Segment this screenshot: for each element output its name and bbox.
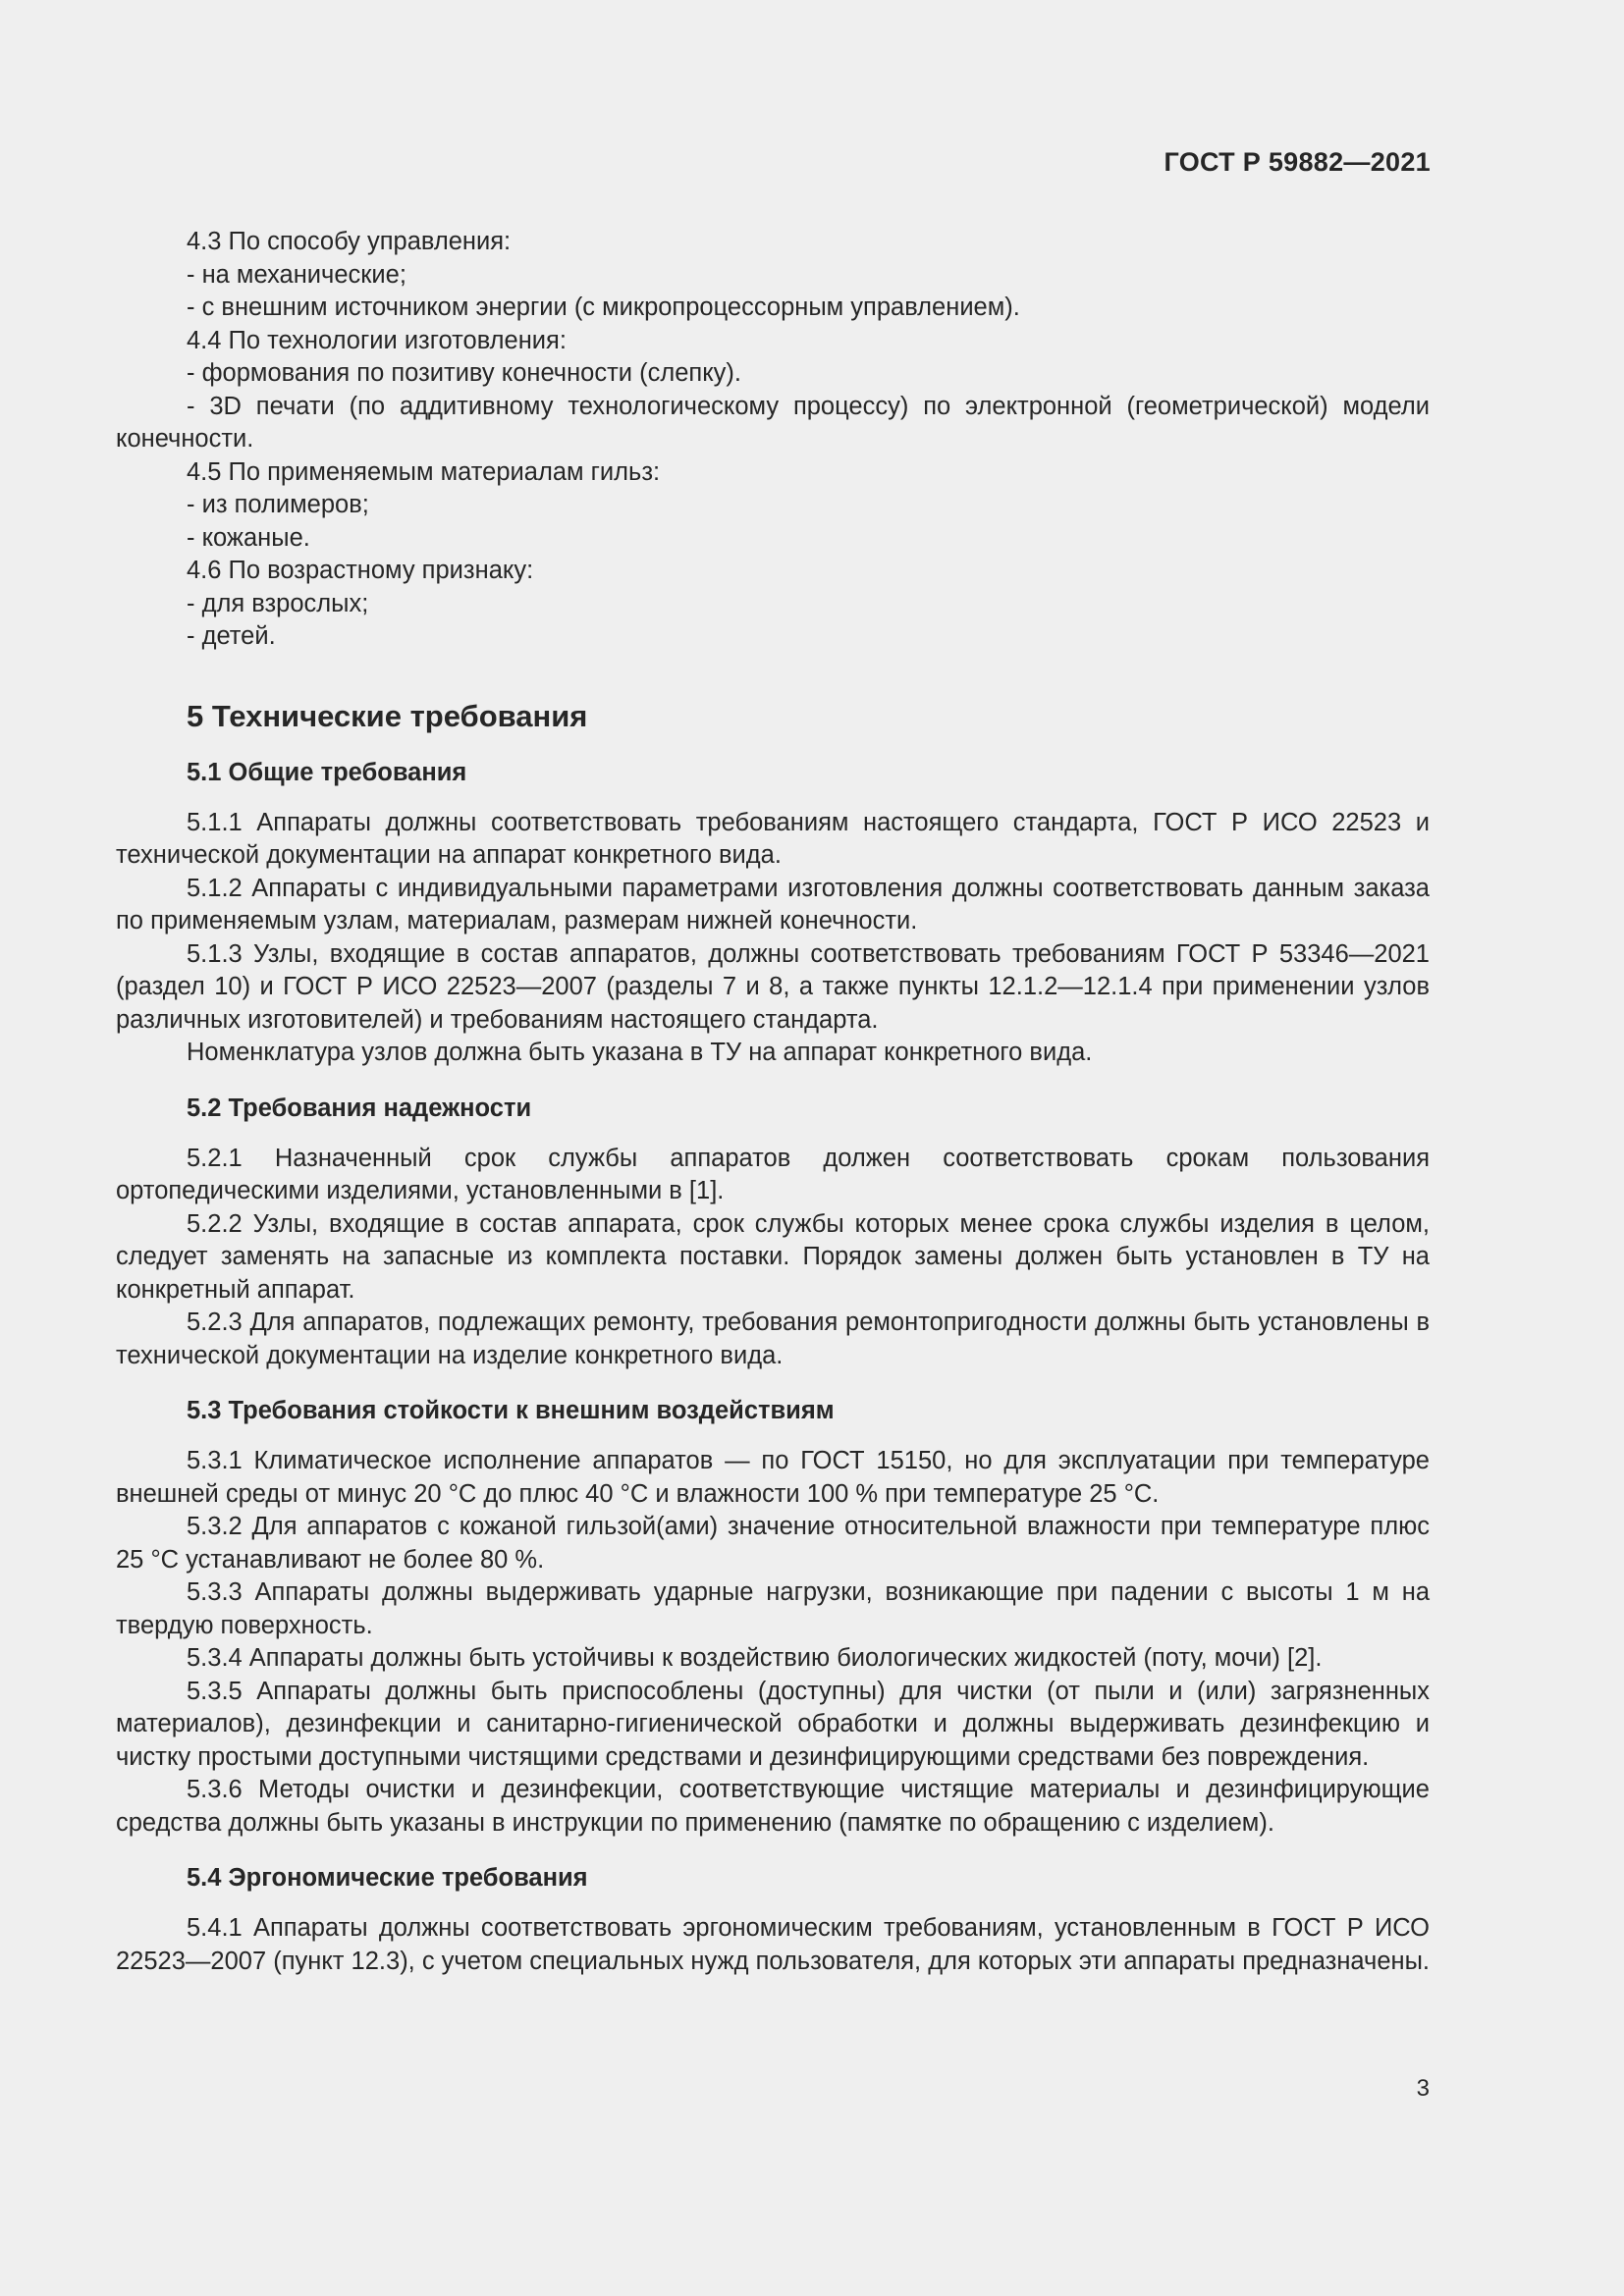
clause-5-1-3-note: Номенклатура узлов должна быть указана в ТУ на аппарат конкретного вида.	[187, 1039, 1093, 1066]
clause-5-3-5: 5.3.5 Аппараты должны быть приспособлены (доступны) для чистки (от пыли и (или) загрязненных материалов), дезинфекции и санитарно-гигиенической обработки и должны выдерживать дезинфекцию и чистку простыми доступными чистящими средствами и дезинфицирующими средствами без повреждения.	[116, 1677, 1430, 1771]
list-item-wrapping: - 3D печати (по аддитивному технологическому процессу) по электронной (геометрической) модели конечности.	[116, 392, 1430, 453]
list-item: - из полимеров;	[187, 491, 369, 518]
clause-5-1-3: 5.1.3 Узлы, входящие в состав аппаратов, должны соответствовать требованиям ГОСТ Р 53346—2021 (раздел 10) и ГОСТ Р ИСО 22523—2007 (разделы 7 и 8, а также пункты 12.1.2—12.1.4 при применении узлов различных изготовителей) и требованиям настоящего стандарта.	[116, 939, 1430, 1034]
clause-4-3: 4.3 По способу управления:	[187, 228, 512, 255]
clause-4-5: 4.5 По применяемым материалам гильз:	[187, 457, 661, 486]
clause-5-1-2: 5.1.2 Аппараты с индивидуальными параметрами изготовления должны соответствовать данным заказа по применяемым узлам, материалам, размерам нижней конечности.	[116, 874, 1430, 934]
list-item: - с внешним источником энергии (с микропроцессорным управлением).	[187, 294, 1020, 321]
clause-5-3-6: 5.3.6 Методы очистки и дезинфекции, соответствующие чистящие материалы и дезинфицирующие средства должны быть указаны в инструкции по применению (памятке по обращению с изделием).	[116, 1776, 1430, 1837]
clause-5-2-3: 5.2.3 Для аппаратов, подлежащих ремонту, требования ремонтопригодности должны быть установлены в технической документации на изделие конкретного вида.	[116, 1308, 1430, 1369]
subsection-5-4-heading: 5.4 Эргономические требования	[187, 1864, 588, 1892]
clause-5-3-4: 5.3.4 Аппараты должны быть устойчивы к воздействию биологических жидкостей (поту, мочи) [2].	[187, 1644, 1323, 1672]
clause-4-6: 4.6 По возрастному признаку:	[187, 557, 534, 584]
subsection-5-2-heading: 5.2 Требования надежности	[187, 1094, 532, 1122]
clause-5-4-1: 5.4.1 Аппараты должны соответствовать эргономическим требованиям, установленным в ГОСТ Р ИСО 22523—2007 (пункт 12.3), с учетом специальных нужд пользователя, для которых эти аппараты предназначены.	[116, 1914, 1431, 1975]
subsection-5-1-heading: 5.1 Общие требования	[187, 758, 467, 786]
clause-5-3-1: 5.3.1 Климатическое исполнение аппаратов — по ГОСТ 15150, но для эксплуатации при температуре внешней среды от минус 20 °С до плюс 40 °С и влажности 100 % при температуре 25 °С.	[116, 1447, 1430, 1508]
document-header: ГОСТ Р 59882—2021	[1164, 147, 1431, 177]
list-item: - кожаные.	[187, 523, 310, 552]
clause-5-3-3: 5.3.3 Аппараты должны выдерживать ударные нагрузки, возникающие при падении с высоты 1 м на твердую поверхность.	[116, 1578, 1430, 1639]
list-item: - формования по позитиву конечности (слепку).	[187, 359, 741, 387]
list-item: - для взрослых;	[187, 589, 369, 617]
clause-5-2-2: 5.2.2 Узлы, входящие в состав аппарата, срок службы которых менее срока службы изделия в целом, следует заменять на запасные из комплекта поставки. Порядок замены должен быть установлен в ТУ на конкретный аппарат.	[116, 1209, 1430, 1304]
section-5-heading: 5 Технические требования	[187, 698, 588, 733]
list-item: - детей.	[187, 622, 276, 650]
clause-4-4: 4.4 По технологии изготовления:	[187, 326, 567, 354]
clause-5-1-1: 5.1.1 Аппараты должны соответствовать требованиям настоящего стандарта, ГОСТ Р ИСО 22523 и технической документации на аппарат конкретного вида.	[116, 808, 1430, 869]
list-item: - на механические;	[187, 260, 406, 289]
page-number: 3	[1416, 2075, 1430, 2102]
clause-5-2-1: 5.2.1 Назначенный срок службы аппаратов должен соответствовать срокам пользования ортопедическими изделиями, установленными в [1].	[116, 1144, 1430, 1204]
clause-5-3-2: 5.3.2 Для аппаратов с кожаной гильзой(ами) значение относительной влажности при температуре плюс 25 °С устанавливают не более 80 %.	[116, 1513, 1430, 1574]
document-body	[116, 226, 1430, 1978]
subsection-5-3-heading: 5.3 Требования стойкости к внешним воздействиям	[187, 1397, 835, 1424]
